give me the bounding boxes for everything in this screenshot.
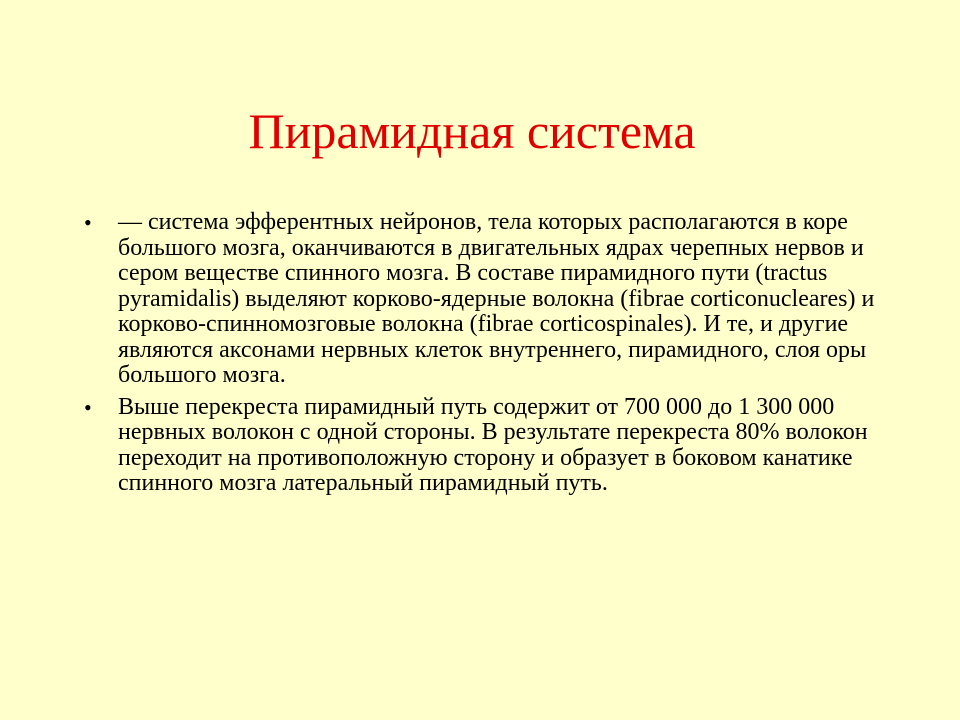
bullet-item-1 [80, 210, 880, 389]
bullet-text: — система эфферентных нейронов, тела которых располагаются в коре большого мозга, оканчиваются в двигательных ядрах черепных нервов и сером веществе спинного мозга. В составе пирамидного пути (tractus pyramidalis) выделяют корково-ядерные волокна (fibrae corticonucleares) и корково-спинномозговые волокна (fibrae corticospinales). И те, и другие являются аксонами нервных клеток внутреннего, пирамидного, слоя оры большого мозга. [118, 209, 875, 388]
bullet-icon: • [84, 394, 92, 420]
bullet-item-2 [80, 395, 880, 497]
bullet-icon: • [84, 210, 92, 235]
bullet-list [80, 210, 880, 503]
slide-title: Пирамидная система [248, 103, 696, 159]
bullet-text: Выше перекреста пирамидный путь содержит от 700 000 до 1 300 000 нервных волокон с одной стороны. В результате перекреста 80% волокон переходит на противоположную сторону и образует в боковом канатике спинного мозга латеральный пирамидный путь. [118, 393, 868, 496]
